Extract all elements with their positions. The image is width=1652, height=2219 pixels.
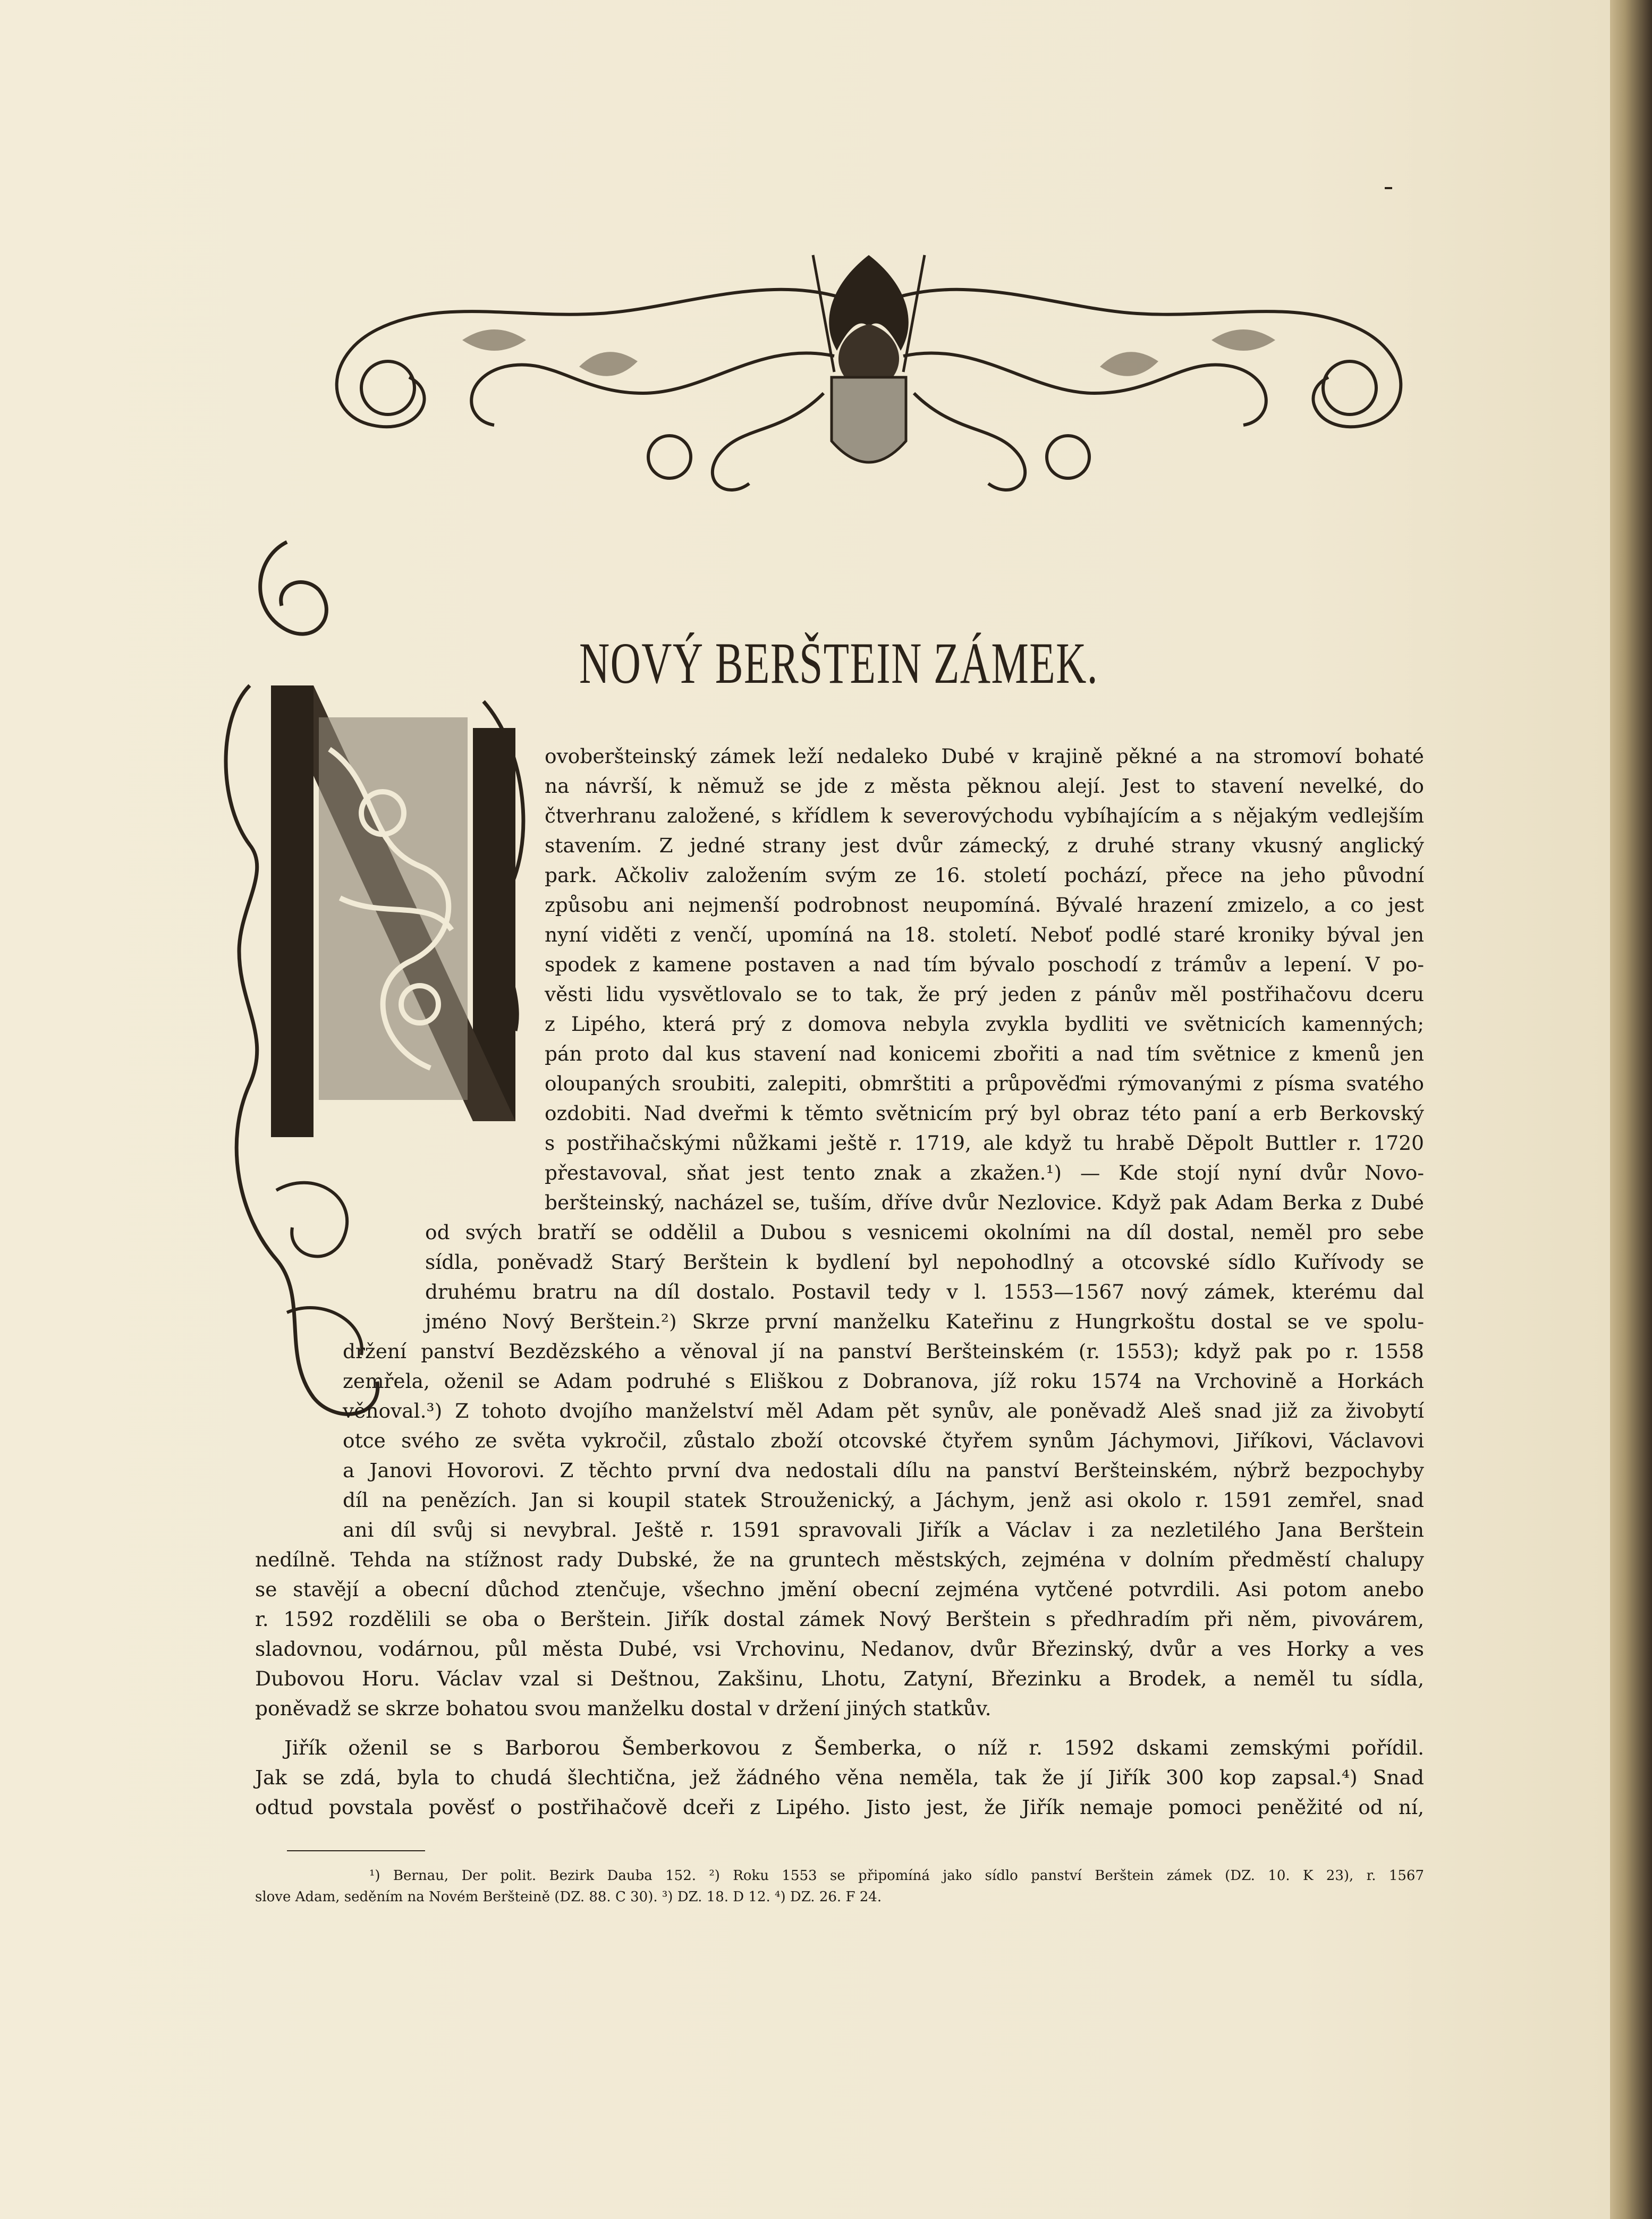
body-line: způsobu ani nejmenší podrobnost neupomíná. Bývalé hrazení zmizelo, a co jest <box>545 893 1424 917</box>
body-line: se stavějí a obecní důchod ztenčuje, všechno jmění obecní zejména vytčené potvrdili. Asi potom anebo <box>255 1578 1424 1601</box>
body-line: nyní viděti z venčí, upomíná na 18. století. Neboť podlé staré kroniky býval jen <box>545 923 1424 946</box>
body-line: věnoval.³) Z tohoto dvojího manželství měl Adam pět synův, ale poněvadž Aleš snad již za živobytí <box>343 1399 1424 1422</box>
body-line: oloupaných sroubiti, zalepiti, obmrštiti a průpověďmi rýmovanými z písma svatého <box>545 1072 1424 1095</box>
body-line: ovoberšteinský zámek leží nedaleko Dubé v krajině pěkné a na stromoví bohaté <box>545 744 1424 768</box>
body-line: spodek z kamene postaven a nad tím bývalo poschodí z trámův a lepení. V po- <box>545 953 1424 976</box>
footnote-line: ¹) Bernau, Der polit. Bezirk Dauba 152. ²) Roku 1553 se připomíná jako sídlo panství Berštein zámek (DZ. 10. K 23), r. 1567 <box>369 1868 1424 1884</box>
body-line: druhému bratru na díl dostalo. Postavil tedy v l. 1553—1567 nový zámek, kterému dal <box>425 1280 1424 1303</box>
body-line: sladovnou, vodárnou, půl města Dubé, vsi Vrchovinu, Nedanov, dvůr Březinský, dvůr a ves Horky a ves <box>255 1637 1424 1661</box>
body-line: ozdobiti. Nad dveřmi k těmto světnicím prý byl obraz této paní a erb Berkovský <box>545 1102 1424 1125</box>
body-line: park. Ačkoliv založením svým ze 16. století pochází, přece na jeho původní <box>545 863 1424 887</box>
eagle-crest-icon <box>813 255 925 462</box>
body-line: poněvadž se skrze bohatou svou manželku dostal v držení jiných statkův. <box>255 1697 992 1720</box>
body-line: r. 1592 rozdělili se oba o Berštein. Jiřík dostal zámek Nový Berštein s předhradím při něm, pivovárem, <box>255 1607 1424 1631</box>
body-line: díl na penězích. Jan si koupil statek Strouženický, a Jáchym, jenž asi okolo r. 1591 zemřel, snad <box>343 1488 1424 1512</box>
body-line: od svých bratří se oddělil a Dubou s vesnicemi okolními na díl dostal, neměl pro sebe <box>425 1221 1424 1244</box>
headpiece-ornament <box>303 234 1435 510</box>
body-line: zemřela, oženil se Adam podruhé s Eliškou z Dobranova, jíž roku 1574 na Vrchovině a Horkách <box>343 1369 1424 1393</box>
page-edge <box>1610 0 1652 2219</box>
body-line: věsti lidu vysvětlovalo se to tak, že prý jeden z pánův měl postřihačovu dceru <box>545 983 1424 1006</box>
body-line: a Janovi Hovorovi. Z těchto první dva nedostali dílu na panství Beršteinském, nýbrž bezpochyby <box>343 1459 1424 1482</box>
printer-mark <box>1385 187 1392 189</box>
body-line: jméno Nový Berštein.²) Skrze první manželku Kateřinu z Hungrkoštu dostal se ve spolu- <box>425 1310 1424 1333</box>
body-line: ani díl svůj si nevybral. Ještě r. 1591 spravovali Jiřík a Václav i za nezletilého Jana Berštein <box>343 1518 1424 1542</box>
body-line: na návrší, k němuž se jde z města pěknou alejí. Jest to stavení nevelké, do <box>545 774 1424 798</box>
footnote-rule <box>287 1850 425 1851</box>
body-line: přestavoval, sňat jest tento znak a zkažen.¹) — Kde stojí nyní dvůr Novo- <box>545 1161 1424 1184</box>
body-line: pán proto dal kus stavení nad konicemi zbořiti a nad tím světnice z kmenů jen <box>545 1042 1424 1065</box>
body-line: s postřihačskými nůžkami ještě r. 1719, ale když tu hrabě Děpolt Buttler r. 1720 <box>545 1131 1424 1155</box>
body-line: nedílně. Tehda na stížnost rady Dubské, že na gruntech městských, zejména v dolním předměstí chalupy <box>255 1548 1424 1571</box>
body-line: čtverhranu založené, s křídlem k severovýchodu vybíhajícím a s nějakým vedlejším <box>545 804 1424 827</box>
chapter-title: NOVÝ BERŠTEIN ZÁMEK. <box>579 631 1098 696</box>
body-line: odtud povstala pověsť o postřihačově dceři z Lipého. Jisto jest, že Jiřík nemaje pomoci peněžité od ní, <box>255 1795 1424 1819</box>
body-line: beršteinský, nacházel se, tuším, dříve dvůr Nezlovice. Když pak Adam Berka z Dubé <box>545 1191 1424 1214</box>
body-line: sídla, poněvadž Starý Berštein k bydlení byl nepohodlný a otcovské sídlo Kuřívody se <box>425 1250 1424 1274</box>
body-line: stavením. Z jedné strany jest dvůr zámecký, z druhé strany vkusný anglický <box>545 834 1424 857</box>
body-line: z Lipého, která prý z domova nebyla zvykla bydliti ve světnicích kamenných; <box>545 1012 1424 1036</box>
body-line: Dubovou Horu. Václav vzal si Deštnou, Zakšinu, Lhotu, Zatyní, Březinku a Brodek, a neměl tu sídla, <box>255 1667 1424 1690</box>
body-line: Jiřík oženil se s Barborou Šemberkovou z Šemberka, o níž r. 1592 dskami zemskými pořídil. <box>284 1736 1424 1759</box>
body-line: otce svého ze světa vykročil, zůstalo zboží otcovské čtyřem synům Jáchymovi, Jiříkovi, Václavovi <box>343 1429 1424 1452</box>
body-line: držení panství Bezdězského a věnoval jí na panství Beršteinském (r. 1553); když pak po r. 1558 <box>343 1340 1424 1363</box>
body-line: Jak se zdá, byla to chudá šlechtična, jež žádného věna neměla, tak že jí Jiřík 300 kop zapsal.⁴) Snad <box>255 1766 1424 1789</box>
footnote-line: slove Adam, seděním na Novém Beršteině (DZ. 88. C 30). ³) DZ. 18. D 12. ⁴) DZ. 26. F 24. <box>255 1889 882 1905</box>
